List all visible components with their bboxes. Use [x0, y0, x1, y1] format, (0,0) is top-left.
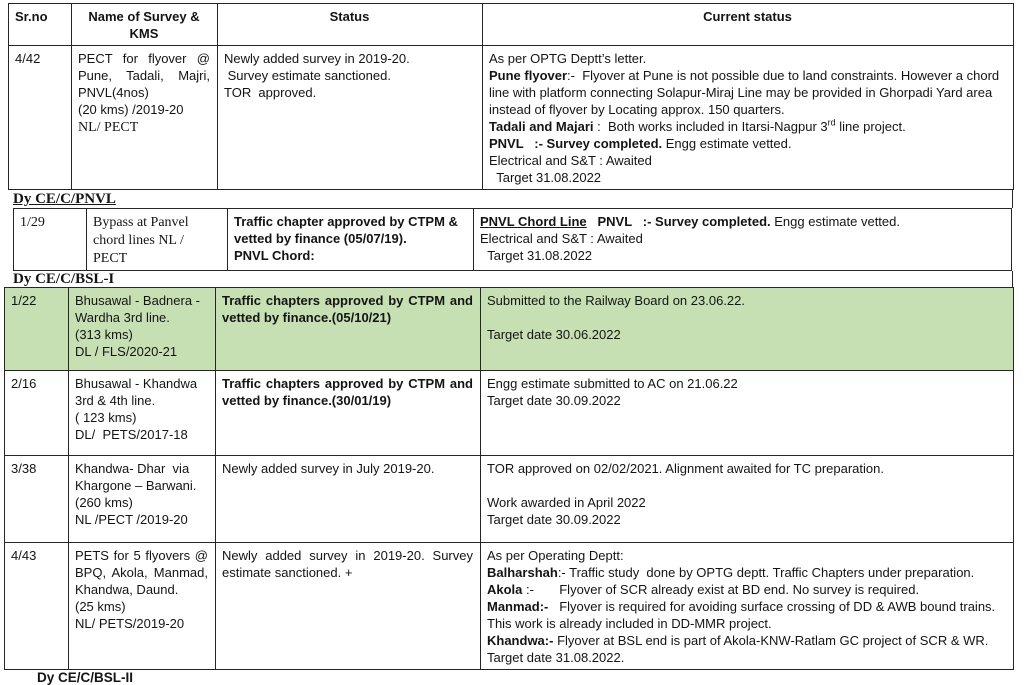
- paragraph: [487, 477, 1006, 494]
- text-segment: As per Operating Deptt:: [487, 548, 624, 563]
- paragraph: [20, 213, 79, 231]
- paragraph: [489, 135, 1006, 152]
- text-segment: [587, 214, 598, 229]
- paragraph: [11, 292, 61, 309]
- paragraph: [487, 632, 1006, 649]
- text-segment: Electrical and S&T : Awaited: [489, 153, 652, 168]
- cell-status: [216, 543, 481, 669]
- table-row: [9, 46, 1013, 189]
- paragraph: [11, 460, 61, 477]
- text-segment: PNVL :- Survey completed.: [597, 214, 771, 229]
- cell-sr: [5, 456, 69, 543]
- text-segment: Engg estimate vetted.: [662, 136, 792, 151]
- cell-sr: [5, 371, 69, 456]
- header-label: Current status: [703, 9, 792, 24]
- cell-name: [69, 288, 216, 371]
- paragraph: [93, 213, 220, 267]
- table-row: [5, 288, 1013, 371]
- text-segment: DL/ PETS/2017-18: [75, 427, 188, 442]
- text-segment: Newly added survey in July 2019-20.: [222, 461, 435, 476]
- cell-status: [218, 46, 483, 189]
- text-segment: 4/42: [15, 51, 41, 66]
- paragraph: [75, 598, 208, 615]
- text-segment: Target 31.08.2022: [480, 248, 593, 263]
- section-label: [0, 190, 1013, 208]
- text-segment: ( 123 kms): [75, 410, 137, 425]
- cell-current: [474, 209, 1011, 270]
- text-segment: Target date 31.08.2022.: [487, 650, 625, 665]
- text-segment: Traffic chapters approved by CTPM and vetted by finance.(30/01/19): [222, 376, 477, 408]
- header-cell-name: [72, 4, 218, 46]
- cell-name: [72, 46, 218, 189]
- cell-sr: [14, 209, 87, 270]
- header-label: Sr.no: [15, 9, 48, 24]
- paragraph: [75, 511, 208, 528]
- paragraph: [487, 375, 1006, 392]
- table-row: [5, 371, 1013, 456]
- section-label: [0, 271, 1013, 287]
- text-segment: 4/43: [11, 548, 37, 563]
- paragraph: [489, 67, 1006, 118]
- cell-current: [481, 288, 1013, 371]
- text-segment: Traffic chapter approved by CTPM & vetted by finance (05/07/19).: [234, 214, 462, 246]
- paragraph: [75, 460, 208, 494]
- header-label: Status: [329, 9, 370, 24]
- section-label-text: Dy CE/C/PNVL: [13, 190, 116, 207]
- paragraph: [224, 84, 475, 101]
- cell-sr: [5, 543, 69, 669]
- cell-sr: [9, 46, 72, 189]
- text-segment: (25 kms): [75, 599, 126, 614]
- text-segment: Target date 30.09.2022: [487, 393, 621, 408]
- section-label: [0, 670, 1024, 684]
- cell-sr: [5, 288, 69, 371]
- text-segment: 3/38: [11, 461, 37, 476]
- text-segment: Work awarded in April 2022: [487, 495, 646, 510]
- text-segment: Target 31.08.2022: [489, 170, 602, 185]
- text-segment: NL/ PETS/2019-20: [75, 616, 185, 631]
- paragraph: [11, 375, 61, 392]
- cell-current: [481, 543, 1013, 669]
- text-segment: Bhusawal - Badnera - Wardha 3rd line.: [75, 293, 204, 325]
- paragraph: [75, 494, 208, 511]
- table-row: [5, 543, 1013, 669]
- table-main: [8, 3, 1014, 190]
- table-row: [14, 209, 1011, 270]
- paragraph: [78, 118, 210, 136]
- paragraph: [75, 326, 208, 343]
- cell-status: [216, 371, 481, 456]
- text-segment: PECT for flyover @ Pune, Tadali, Majri, PNVL(4nos): [78, 51, 214, 100]
- text-segment: Pune flyover: [489, 68, 568, 83]
- paragraph: [222, 292, 477, 326]
- text-segment: line project.: [835, 119, 906, 134]
- text-segment: Flyover is required for avoiding surface crossing of DD & AWB bound trains. This work is already included in DD-MMR project.: [487, 599, 999, 631]
- paragraph: [487, 547, 1006, 564]
- text-segment: Bypass at Panvel chord lines NL / PECT: [93, 215, 193, 266]
- paragraph: [480, 213, 1004, 230]
- text-segment: Khandwa- Dhar via Khargone – Barwani.: [75, 461, 197, 493]
- text-segment: NL /PECT /2019-20: [75, 512, 188, 527]
- text-segment: rd: [827, 117, 836, 128]
- paragraph: [487, 292, 1006, 309]
- paragraph: [234, 213, 466, 247]
- text-segment: PETS for 5 flyovers @ BPQ, Akola, Manmad, Khandwa, Daund.: [75, 548, 212, 597]
- table-row: [5, 456, 1013, 543]
- paragraph: [487, 494, 1006, 511]
- cell-status: [228, 209, 474, 270]
- paragraph: [78, 101, 210, 118]
- paragraph: [75, 547, 212, 598]
- header-cell-sr: [9, 4, 72, 46]
- text-segment: Tadali and Majari: [489, 119, 594, 134]
- paragraph: [489, 50, 1006, 67]
- section-label-text: Dy CE/C/BSL-I: [13, 270, 115, 287]
- paragraph: [75, 292, 208, 326]
- header-label: Name of Survey & KMS: [88, 9, 200, 41]
- paragraph: [480, 230, 1004, 247]
- paragraph: [222, 460, 473, 477]
- text-segment: Newly added survey in 2019-20. Survey estimate sanctioned. +: [222, 548, 477, 580]
- text-segment: Target date 30.06.2022: [487, 327, 621, 342]
- paragraph: [489, 118, 1006, 135]
- cell-name: [69, 371, 216, 456]
- paragraph: [487, 564, 1006, 581]
- text-segment: Submitted to the Railway Board on 23.06.22.: [487, 293, 745, 308]
- cell-current: [481, 371, 1013, 456]
- paragraph: [224, 67, 475, 84]
- table-header-row: [9, 4, 1013, 46]
- text-segment: Flyover at BSL end is part of Akola-KNW-Ratlam GC project of SCR & WR.: [553, 633, 989, 648]
- paragraph: [75, 615, 208, 632]
- cell-current: [483, 46, 1013, 189]
- text-segment: Akola: [487, 582, 523, 597]
- paragraph: [75, 375, 208, 409]
- paragraph: [487, 392, 1006, 409]
- cell-current: [481, 456, 1013, 543]
- text-segment: NL/ PECT: [78, 120, 139, 135]
- text-segment: Bhusawal - Khandwa 3rd & 4th line.: [75, 376, 201, 408]
- paragraph: [480, 247, 1004, 264]
- text-segment: Traffic chapters approved by CTPM and vetted by finance.(05/10/21): [222, 293, 477, 325]
- text-segment: (20 kms) /2019-20: [78, 102, 184, 117]
- paragraph: [222, 547, 477, 581]
- text-segment: Balharshah: [487, 565, 558, 580]
- text-segment: : Both works included in Itarsi-Nagpur 3: [593, 119, 828, 134]
- text-segment: Engg estimate vetted.: [770, 214, 900, 229]
- paragraph: [487, 309, 1006, 326]
- paragraph: [487, 581, 1006, 598]
- text-segment: PNVL Chord:: [234, 248, 315, 263]
- cell-name: [69, 543, 216, 669]
- text-segment: 2/16: [11, 376, 37, 391]
- text-segment: Khandwa:-: [487, 633, 554, 648]
- paragraph: [487, 460, 1006, 477]
- paragraph: [489, 169, 1006, 186]
- text-segment: :- Traffic study done by OPTG deptt. Traffic Chapters under preparation.: [557, 565, 975, 580]
- paragraph: [487, 598, 1006, 632]
- cell-name: [69, 456, 216, 543]
- paragraph: [487, 649, 1006, 666]
- cell-status: [216, 288, 481, 371]
- text-segment: :- Flyover at Pune is not possible due to land constraints. However a chord line with platform connecting Solapur-Miraj Line may be provided in Ghorpadi Yard area instead of flyover by Locating approx. 150 quarters.: [489, 68, 1003, 117]
- paragraph: [224, 50, 475, 67]
- header-cell-status: [218, 4, 483, 46]
- text-segment: TOR approved on 02/02/2021. Alignment awaited for TC preparation.: [487, 461, 884, 476]
- text-segment: 1/29: [20, 215, 45, 230]
- paragraph: [75, 343, 208, 360]
- paragraph: [78, 50, 214, 101]
- text-segment: 1/22: [11, 293, 37, 308]
- text-segment: Survey estimate sanctioned.: [224, 68, 391, 83]
- table-bsl1: [4, 287, 1014, 670]
- text-segment: PNVL Chord Line: [480, 214, 587, 229]
- header-cell-current: [483, 4, 1013, 46]
- paragraph: [15, 50, 64, 67]
- text-segment: Newly added survey in 2019-20.: [224, 51, 410, 66]
- text-segment: [487, 310, 491, 325]
- paragraph: [11, 547, 61, 564]
- paragraph: [489, 152, 1006, 169]
- text-segment: DL / FLS/2020-21: [75, 344, 178, 359]
- paragraph: [75, 409, 208, 426]
- text-segment: Engg estimate submitted to AC on 21.06.22: [487, 376, 738, 391]
- text-segment: Electrical and S&T : Awaited: [480, 231, 643, 246]
- text-segment: [487, 478, 491, 493]
- text-segment: TOR approved.: [224, 85, 317, 100]
- table-pnvl: [13, 208, 1012, 271]
- text-segment: (313 kms): [75, 327, 133, 342]
- paragraph: [487, 511, 1006, 528]
- text-segment: Manmad:-: [487, 599, 549, 614]
- text-segment: :- Flyover of SCR already exist at BD end. No survey is required.: [522, 582, 920, 597]
- cell-name: [87, 209, 228, 270]
- paragraph: [75, 426, 208, 443]
- paragraph: [234, 247, 466, 264]
- text-segment: PNVL :- Survey completed.: [489, 136, 663, 151]
- section-label-text: Dy CE/C/BSL-II: [37, 669, 134, 685]
- text-segment: (260 kms): [75, 495, 133, 510]
- paragraph: [222, 375, 477, 409]
- text-segment: Target date 30.09.2022: [487, 512, 621, 527]
- text-segment: As per OPTG Deptt’s letter.: [489, 51, 647, 66]
- cell-status: [216, 456, 481, 543]
- paragraph: [487, 326, 1006, 343]
